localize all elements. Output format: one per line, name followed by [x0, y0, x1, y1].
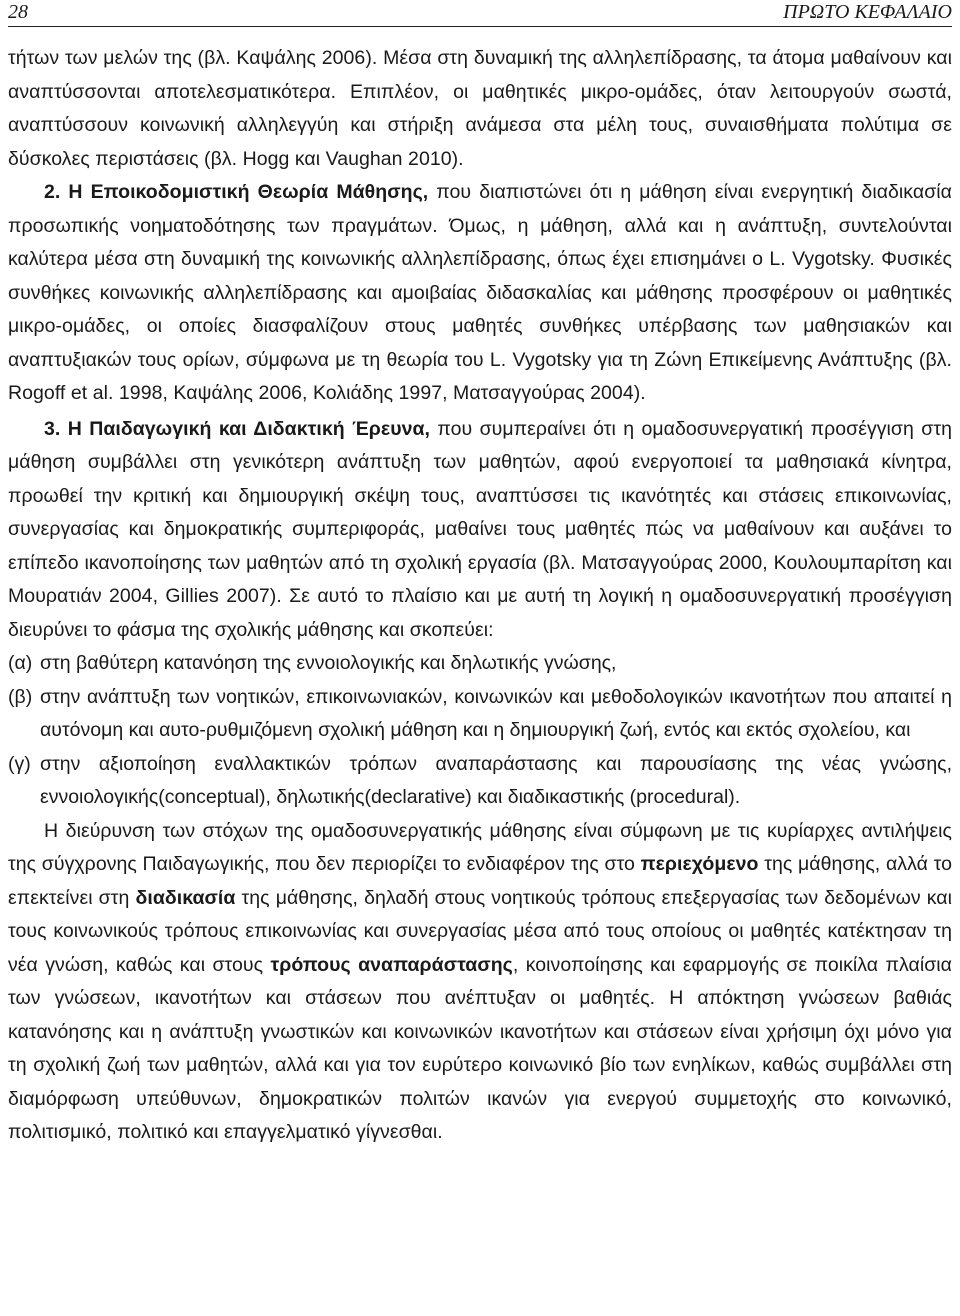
paragraph-goals-extension	[8, 815, 952, 1150]
paragraph-text: που διαπιστώνει ότι η μάθηση είναι ενεργητική διαδικασία προσωπικής νοηματοδότησης των πραγμάτων. Όμως, η μάθηση, αλλά και η ανάπτυξη, συντελούνται καλύτερα μέσα στη δυναμική της κοινωνικής αλληλεπίδρασης, όπως έχει επισημάνει ο L. Vygotsky. Φυσικές συνθήκες κοινωνικής αλληλεπίδρασης και αμοιβαίας διδασκαλίας και μάθησης προσφέρουν οι μαθητικές μικρο-ομάδες, οι οποίες διασφαλίζουν στους μαθητές συνθήκες υπέρβασης των μαθησιακών και αναπτυξιακών τους ορίων, σύμφωνα με τη θεωρία του L. Vygotsky για τη Ζώνη Επικείμενης Ανάπτυξης (βλ. Rogoff et al. 1998, Καψάλης 2006, Κολιάδης 1997, Ματσαγγούρας 2004).	[8, 181, 952, 404]
paragraph-text: Η διεύρυνση των στόχων της ομαδοσυνεργατικής μάθησης είναι σύμφωνη με τις κυρίαρχες αντιλήψεις της σύγχρονης Παιδαγωγικής, που δεν περιορίζει το ενδιαφέρον της στο	[8, 819, 952, 875]
goals-list	[8, 647, 952, 815]
paragraph-text: που συμπεραίνει ότι η ομαδοσυνεργατική προσέγγιση στη μάθηση συμβάλλει στη γενικότερη ανάπτυξη των μαθητών, αφού ενεργοποιεί τα μαθησιακά κίνητρα, προωθεί την κριτική και δημιουργική σκέψη τους, αναπτύσσει τις ικανότητές και στάσεις επικοινωνίας, συνεργασίας και δημοκρατικής συμπεριφοράς, μαθαίνει τους μαθητές πώς να μαθαίνουν και αυξάνει το επίπεδο ικανοποίησης των μαθητών από τη σχολική εργασία (βλ. Ματσαγγούρας 2000, Κουλουμπαρίτση και Μουρατιάν 2004, Gillies 2007). Σε αυτό το πλαίσιο και με αυτή τη λογική η ομαδοσυνεργατική προσέγγιση διευρύνει το φάσμα της σχολικής μάθησης και σκοπεύει:	[8, 417, 953, 641]
paragraph-constructivist-theory	[8, 176, 952, 411]
running-title: ΠΡΩΤΟ ΚΕΦΑΛΑΙΟ	[783, 1, 952, 23]
list-item	[8, 681, 952, 748]
list-item	[8, 748, 952, 815]
list-item	[8, 647, 952, 681]
running-header	[8, 0, 952, 27]
bold-term-process: διαδικασία	[135, 886, 236, 909]
list-marker: (β)	[8, 685, 33, 708]
bold-term-representation: τρόπους αναπαράστασης	[270, 953, 513, 976]
list-item-text: στην αξιοποίηση εναλλακτικών τρόπων αναπαράστασης και παρουσίασης της νέας γνώσης, εννοιολογικής(conceptual), δηλωτικής(declarative) και διαδικαστικής (procedural).	[40, 752, 952, 808]
list-marker: (α)	[8, 652, 33, 674]
section-heading-2: 2. Η Εποικοδομιστική Θεωρία Μάθησης,	[44, 181, 429, 203]
bold-term-content: περιεχόμενο	[640, 853, 759, 875]
paragraph-pedagogical-research	[8, 413, 952, 648]
page-number: 28	[8, 1, 28, 23]
list-marker: (γ)	[8, 752, 31, 775]
list-item-text: στην ανάπτυξη των νοητικών, επικοινωνιακών, κοινωνικών και μεθοδολογικών ικανοτήτων που απαιτεί η αυτόνομη και αυτο-ρυθμιζόμενη σχολική μάθηση και η δημιουργική ζωή, εντός και εκτός σχολείου, και	[40, 685, 952, 741]
section-heading-3: 3. Η Παιδαγωγική και Διδακτική Έρευνα,	[44, 417, 431, 440]
paragraph-intro-continued: τήτων των μελών της (βλ. Καψάλης 2006). Μέσα στη δυναμική της αλληλεπίδρασης, τα άτομα μαθαίνουν και αναπτύσσονται αποτελεσματικότερα. Επιπλέον, οι μαθητικές μικρο-ομάδες, όταν λειτουργούν σωστά, αναπτύσσουν κοινωνική αλληλεγγύη και στήριξη ανάμεσα στα μέλη τους, συναισθήματα πολύτιμα σε δύσκολες περιστάσεις (βλ. Hogg και Vaughan 2010).	[8, 47, 952, 170]
paragraph-text: της μάθησης, αλλά το επεκτείνει στη	[8, 853, 952, 909]
list-item-text: στη βαθύτερη κατανόηση της εννοιολογικής και δηλωτικής γνώσης,	[40, 652, 617, 674]
paragraph-text: της μάθησης, δηλαδή στους νοητικούς τρόπους επεξεργασίας των δεδομένων και τους κοινωνικούς τρόπους επικοινωνίας και συνεργασίας μέσα από τους οποίους οι μαθητές κατέκτησαν τη νέα γνώση, καθώς και στους	[8, 886, 953, 976]
page-body	[8, 42, 952, 1150]
paragraph-text: , κοινοποίησης και εφαρμογής σε ποικίλα πλαίσια των γνώσεων, ικανοτήτων και στάσεων που ανέπτυξαν οι μαθητές. Η απόκτηση γνώσεων βαθιάς κατανόησης και η ανάπτυξη γνωστικών και κοινωνικών ικανοτήτων και στάσεων είναι χρήσιμη όχι μόνο για τη σχολική ζωή των μαθητών, αλλά και για τον ευρύτερο κοινωνικό βίο των ενηλίκων, καθώς συμβάλλει στη διαμόρφωση υπεύθυνων, δημοκρατικών πολιτών ικανών για ενεργού συμμετοχής στο κοινωνικό, πολιτισμικό, πολιτικό και επαγγελματικό γίγνεσθαι.	[8, 953, 953, 1143]
